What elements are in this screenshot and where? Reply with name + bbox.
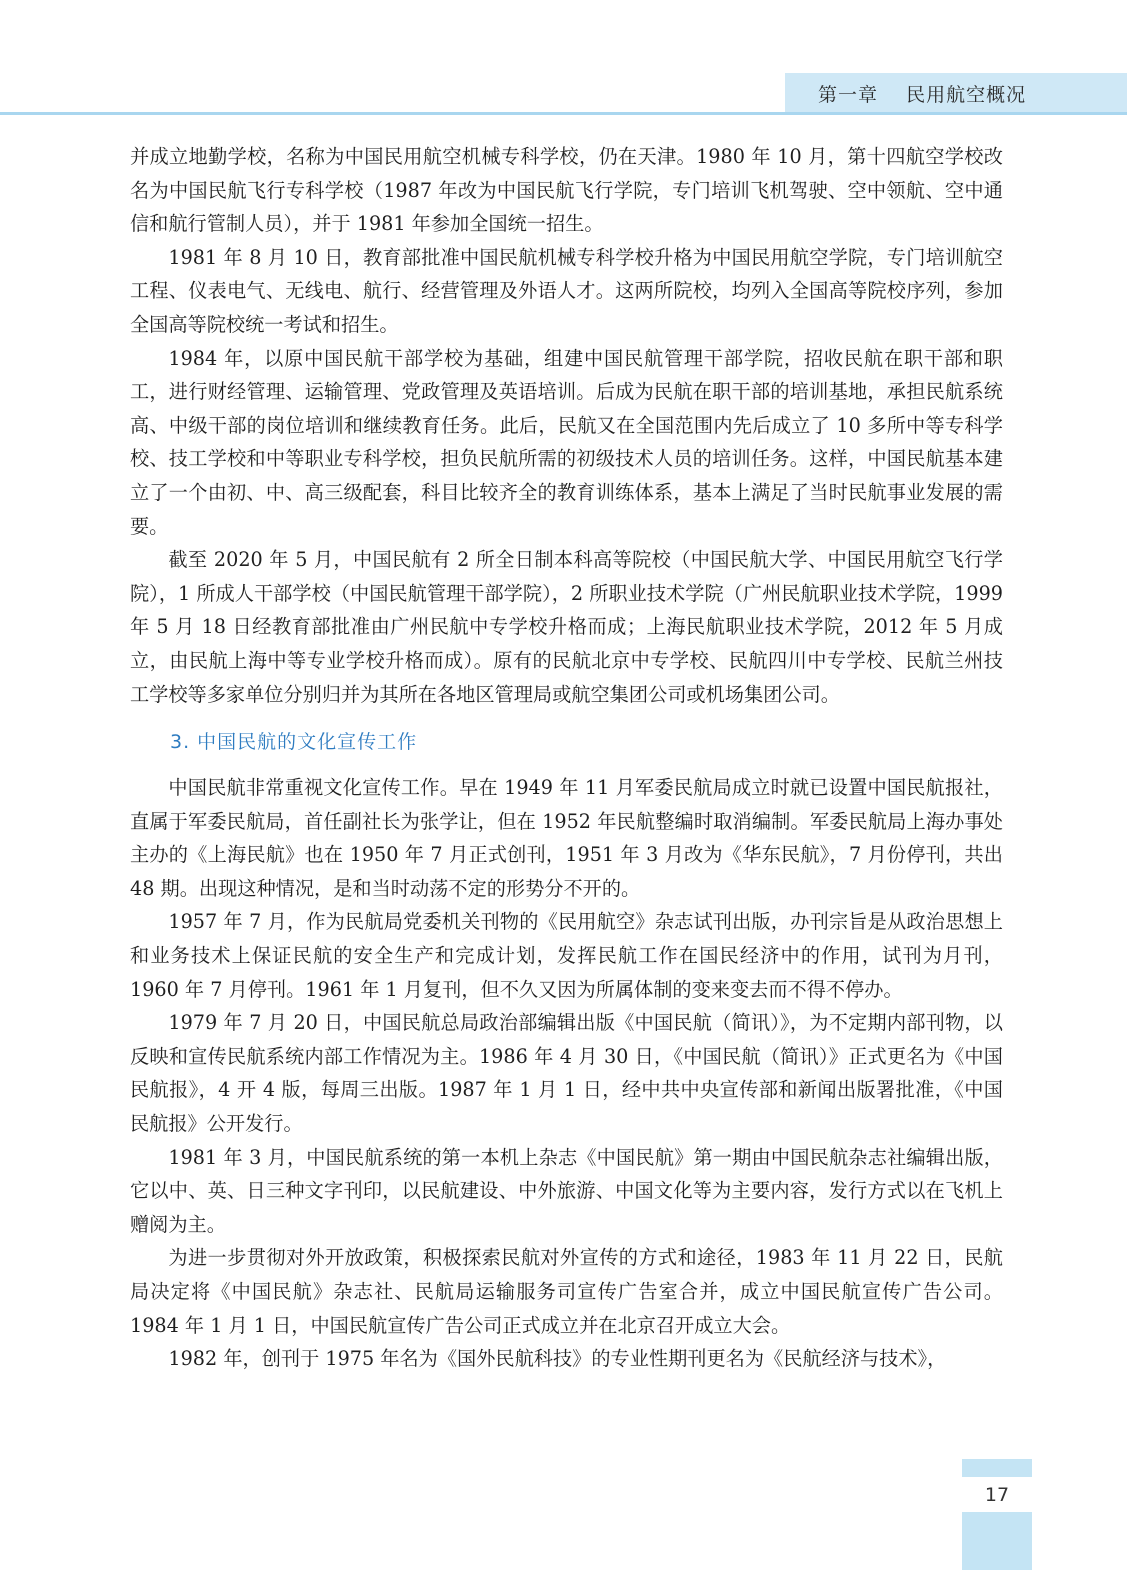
body-text bbox=[130, 140, 1003, 1376]
header-divider bbox=[0, 112, 1127, 115]
footer-decoration-bottom bbox=[962, 1512, 1032, 1570]
paragraph: 并成立地勤学校，名称为中国民用航空机械专科学校，仍在天津。1980 年 10 月，第十四航空学校改名为中国民航飞行专科学校（1987 年改为中国民航飞行学院，专门培训飞机驾驶、空中领航、空中通信和航行管制人员），并于 1981 年参加全国统一招生。 bbox=[130, 145, 1003, 236]
paragraph: 1982 年，创刊于 1975 年名为《国外民航科技》的专业性期刊更名为《民航经济与技术》， bbox=[168, 1347, 947, 1371]
paragraph: 1981 年 8 月 10 日，教育部批准中国民航机械专科学校升格为中国民用航空学院，专门培训航空工程、仪表电气、无线电、航行、经营管理及外语人才。这两所院校，均列入全国高等院校序列，参加全国高等院校统一考试和招生。 bbox=[130, 245, 1003, 336]
paragraph: 1981 年 3 月，中国民航系统的第一本机上杂志《中国民航》第一期由中国民航杂志社编辑出版，它以中、英、日三种文字刊印，以民航建设、中外旅游、中国文化等为主要内容，发行方式以在飞机上赠阅为主。 bbox=[130, 1145, 1003, 1236]
footer-decoration-top bbox=[962, 1459, 1032, 1477]
paragraph: 1957 年 7 月，作为民航局党委机关刊物的《民用航空》杂志试刊出版，办刊宗旨是从政治思想上和业务技术上保证民航的安全生产和完成计划，发挥民航工作在国民经济中的作用，试刊为月刊，1960 年 7 月停刊。1961 年 1 月复刊，但不久又因为所属体制的变来变去而不得不停办。 bbox=[130, 910, 1003, 1001]
paragraph: 1979 年 7 月 20 日，中国民航总局政治部编辑出版《中国民航（简讯）》，为不定期内部刊物，以反映和宣传民航系统内部工作情况为主。1986 年 4 月 30 日，《中国民航（简讯）》正式更名为《中国民航报》，4 开 4 版，每周三出版。1987 年 1 月 1 日，经中共中央宣传部和新闻出版署批准，《中国民航报》公开发行。 bbox=[130, 1011, 1003, 1136]
page-number: 17 bbox=[984, 1484, 1010, 1506]
paragraph: 中国民航非常重视文化宣传工作。早在 1949 年 11 月军委民航局成立时就已设置中国民航报社，直属于军委民航局，首任副社长为张学让，但在 1952 年民航整编时取消编制。军委民航局上海办事处主办的《上海民航》也在 1950 年 7 月正式创刊，1951 年 3 月改为《华东民航》，7 月份停刊，共出 48 期。出现这种情况，是和当时动荡不定的形势分不开的。 bbox=[130, 776, 1003, 900]
paragraph: 截至 2020 年 5 月，中国民航有 2 所全日制本科高等院校（中国民航大学、中国民用航空飞行学院），1 所成人干部学校（中国民航管理干部学院），2 所职业技术学院（广州民航职业技术学院，1999 年 5 月 18 日经教育部批准由广州民航中专学校升格而成；上海民航职业技术学院，2012 年 5 月成立，由民航上海中等专业学校升格而成）。原有的民航北京中专学校、民航四川中专学校、民航兰州技工学校等多家单位分别归并为其所在各地区管理局或航空集团公司或机场集团公司。 bbox=[130, 548, 1003, 706]
chapter-title: 第一章 民用航空概况 bbox=[818, 84, 1027, 106]
section-heading: 3. 中国民航的文化宣传工作 bbox=[170, 731, 418, 754]
paragraph: 1984 年，以原中国民航干部学校为基础，组建中国民航管理干部学院，招收民航在职干部和职工，进行财经管理、运输管理、党政管理及英语培训。后成为民航在职干部的培训基地，承担民航系统高、中级干部的岗位培训和继续教育任务。此后，民航又在全国范围内先后成立了 10 多所中等专科学校、技工学校和中等职业专科学校，担负民航所需的初级技术人员的培训任务。这样，中国民航基本建立了一个由初、中、高三级配套，科目比较齐全的教育训练体系，基本上满足了当时民航事业发展的需要。 bbox=[130, 346, 1003, 538]
paragraph: 为进一步贯彻对外开放政策，积极探索民航对外宣传的方式和途径，1983 年 11 月 22 日，民航局决定将《中国民航》杂志社、民航局运输服务司宣传广告室合并，成立中国民航宣传广告公司。1984 年 1 月 1 日，中国民航宣传广告公司正式成立并在北京召开成立大会。 bbox=[130, 1246, 1003, 1337]
